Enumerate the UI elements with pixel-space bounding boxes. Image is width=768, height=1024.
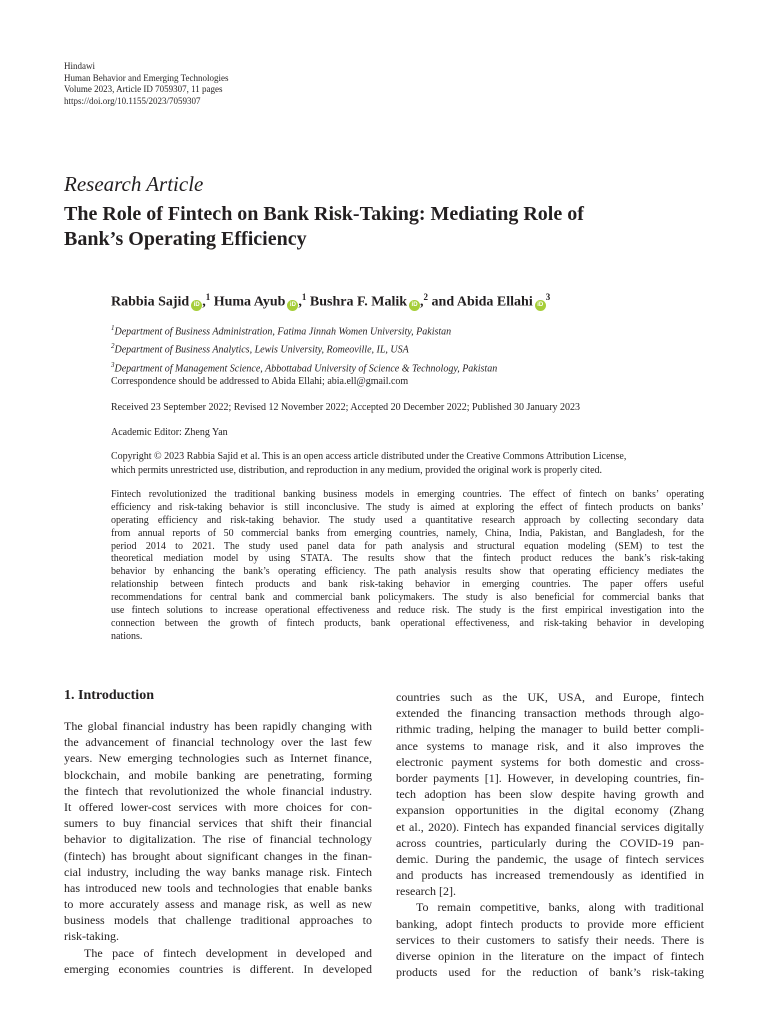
body-line: It offered lower-cost services with more choices for con- [64, 799, 372, 814]
copyright-notice [111, 450, 626, 478]
body-line: rithmic trading, helping the manager to build better compli- [396, 722, 704, 737]
body-line: (fintech) has brought about significant changes in the finan- [64, 848, 372, 863]
author-affiliation-sup: 3 [545, 292, 551, 302]
academic-editor: Academic Editor: Zheng Yan [111, 427, 228, 438]
body-line: ance systems to manage risk, and it also improves the [396, 738, 704, 753]
body-line: services to their customers to satisfy their needs. There is [396, 932, 704, 947]
body-line: to more accurately assess and manage risk, as well as new [64, 897, 372, 912]
body-line: et al., 2020). Fintech has expanded financial services digitally [396, 819, 704, 834]
affiliation-line [111, 358, 497, 376]
author-spacer: and [428, 294, 457, 310]
article-title [64, 202, 724, 252]
abstract-line: from annual reports of 50 commercial banks from emerging countries, namely, China, India, Pakistan, and Bangladesh, for the [111, 527, 704, 539]
body-line: extended the financing transaction methods through algo- [396, 706, 704, 721]
body-line: tech adoption has been slow despite having growth and [396, 787, 704, 802]
author-separator: , [202, 294, 206, 310]
author-name: Abida Ellahi [456, 294, 533, 310]
section-heading-introduction: 1. Introduction [64, 688, 154, 703]
body-line: risk-taking. [64, 929, 119, 944]
body-line: and products has increased tremendously as identified in [396, 868, 704, 883]
body-line: border payments [1]. However, in developing countries, fin- [396, 770, 704, 785]
body-line: has introduced new tools and technologies that enable banks [64, 880, 372, 895]
abstract-line: use fintech solutions to increase operational effectiveness and reduce risk. The study is the first empirical investigation into the [111, 605, 704, 617]
abstract-line: connection between the growth of fintech products, bank operational effectiveness, and risk-taking behavior in developing [111, 617, 704, 629]
article-type: Research Article [64, 172, 204, 196]
body-line: banking, adopt fintech products to provide more efficient [396, 916, 704, 931]
body-line: across countries, particularly during the COVID-19 pan- [396, 835, 704, 850]
body-line: diverse opinion in the literature on the impact of fintech [396, 949, 704, 963]
affiliation-sup: 2 [111, 342, 115, 351]
body-line: the advancement of financial technology over the last few [64, 735, 372, 750]
abstract-line: nations. [111, 630, 143, 642]
publisher-name: Hindawi [64, 61, 95, 71]
abstract-line: Fintech revolutionized the traditional banking business models in emerging countries. The effect of fintech on banks’ operating [111, 489, 704, 500]
title-line: The Role of Fintech on Bank Risk-Taking: Mediating Role of [64, 203, 584, 225]
abstract-line: recommendations for central bank and commercial bank policymakers. The study is also beneficial for commercial banks that [111, 592, 704, 604]
author-separator: , [420, 294, 424, 310]
affiliation-sup: 3 [111, 360, 115, 369]
orcid-icon[interactable]: iD [287, 300, 298, 311]
affiliation-line [111, 321, 497, 339]
abstract-line: theoretical mediation model by using STATA. The results show that the fintech product reduces the bank’s risk-taking [111, 553, 704, 565]
author-name: Bushra F. Malik [309, 294, 408, 310]
affiliation-line [111, 339, 497, 357]
body-line: The global financial industry has been rapidly changing with [64, 719, 372, 733]
author-name: Rabbia Sajid [111, 294, 190, 310]
body-line: cial industry, including the way banks manage risk. Fintech [64, 864, 372, 879]
author-affiliation-sup: 1 [301, 292, 307, 302]
affiliations [111, 321, 497, 376]
body-column-right [396, 689, 704, 980]
author-list [111, 292, 550, 311]
copyright-line: which permits unrestricted use, distribution, and reproduction in any medium, provided the original work is properly cited. [111, 465, 603, 476]
body-line: emerging economies countries is different. In developed [64, 961, 372, 976]
body-line: behavior to digitalization. The rise of financial technology [64, 832, 372, 847]
body-column-left [64, 718, 372, 977]
body-line: electronic payment systems for both domestic and cross- [396, 754, 704, 769]
journal-name: Human Behavior and Emerging Technologies [64, 72, 229, 83]
correspondence: Correspondence should be addressed to Abida Ellahi; abia.ell@gmail.com [111, 376, 409, 387]
orcid-icon[interactable]: iD [535, 300, 546, 311]
body-line: demic. During the pandemic, the usage of fintech services [396, 851, 704, 866]
affiliation-text: Department of Management Science, Abbottabad University of Science & Technology, Pakistan [114, 362, 498, 374]
body-line: the fintech that revolutionized the whole financial industry. [64, 783, 372, 798]
orcid-icon[interactable]: iD [191, 300, 202, 311]
body-line: products used for the reduction of bank’s risk-taking [396, 965, 704, 980]
author-name: Huma Ayub [213, 294, 286, 310]
affiliation-sup: 1 [111, 324, 115, 332]
body-line: To remain competitive, banks, along with traditional [416, 900, 704, 915]
abstract-line: period 2014 to 2021. The study used panel data for path analysis and structural equation modeling (SEM) to test the [111, 540, 704, 552]
doi-link[interactable]: https://doi.org/10.1155/2023/7059307 [64, 95, 201, 106]
publication-dates: Received 23 September 2022; Revised 12 November 2022; Accepted 20 December 2022; Published 30 January 2023 [111, 402, 581, 413]
body-line: sumers to buy financial services that shift their financial [64, 816, 372, 831]
abstract [111, 489, 704, 644]
title-line: Bank’s Operating Efficiency [64, 228, 307, 250]
body-line: countries such as the UK, USA, and Europe, fintech [396, 690, 704, 704]
body-line: expansion opportunities in the digital economy (Zhang [396, 803, 704, 818]
volume-line: Volume 2023, Article ID 7059307, 11 pages [64, 84, 223, 94]
abstract-line: operating efficiency and risk-taking behavior. The study used a quantitative research approach by collecting secondary data [111, 514, 704, 526]
body-line: blockchain, and mobile banking are penetrating, forming [64, 767, 372, 782]
author-affiliation-sup: 2 [423, 292, 429, 302]
copyright-line: Copyright © 2023 Rabbia Sajid et al. This is an open access article distributed under the Creative Commons Attribution License, [111, 451, 627, 462]
body-line: business models that challenge traditional approaches to [64, 913, 372, 928]
orcid-icon[interactable]: iD [409, 300, 420, 311]
body-line: The pace of fintech development in developed and [84, 945, 372, 960]
author-affiliation-sup: 1 [205, 292, 211, 302]
author-separator: , [298, 294, 302, 310]
affiliation-text: Department of Business Analytics, Lewis University, Romeoville, IL, USA [114, 344, 409, 356]
abstract-line: relationship between fintech products and bank risk-taking behavior in emerging countries. The paper offers useful [111, 579, 704, 591]
affiliation-text: Department of Business Administration, Fatima Jinnah Women University, Pakistan [114, 326, 452, 338]
abstract-line: behavior by enhancing the bank’s operating efficiency. The path analysis results show that operating efficiency mediates the [111, 566, 704, 578]
body-line: years. New emerging technologies such as Internet finance, [64, 751, 372, 766]
body-line: research [2]. [396, 884, 456, 899]
journal-header [64, 61, 229, 107]
abstract-line: efficiency and risk-taking behavior is still inconclusive. The study is aimed at exploring the effect of fintech products on banks’ [111, 501, 704, 513]
